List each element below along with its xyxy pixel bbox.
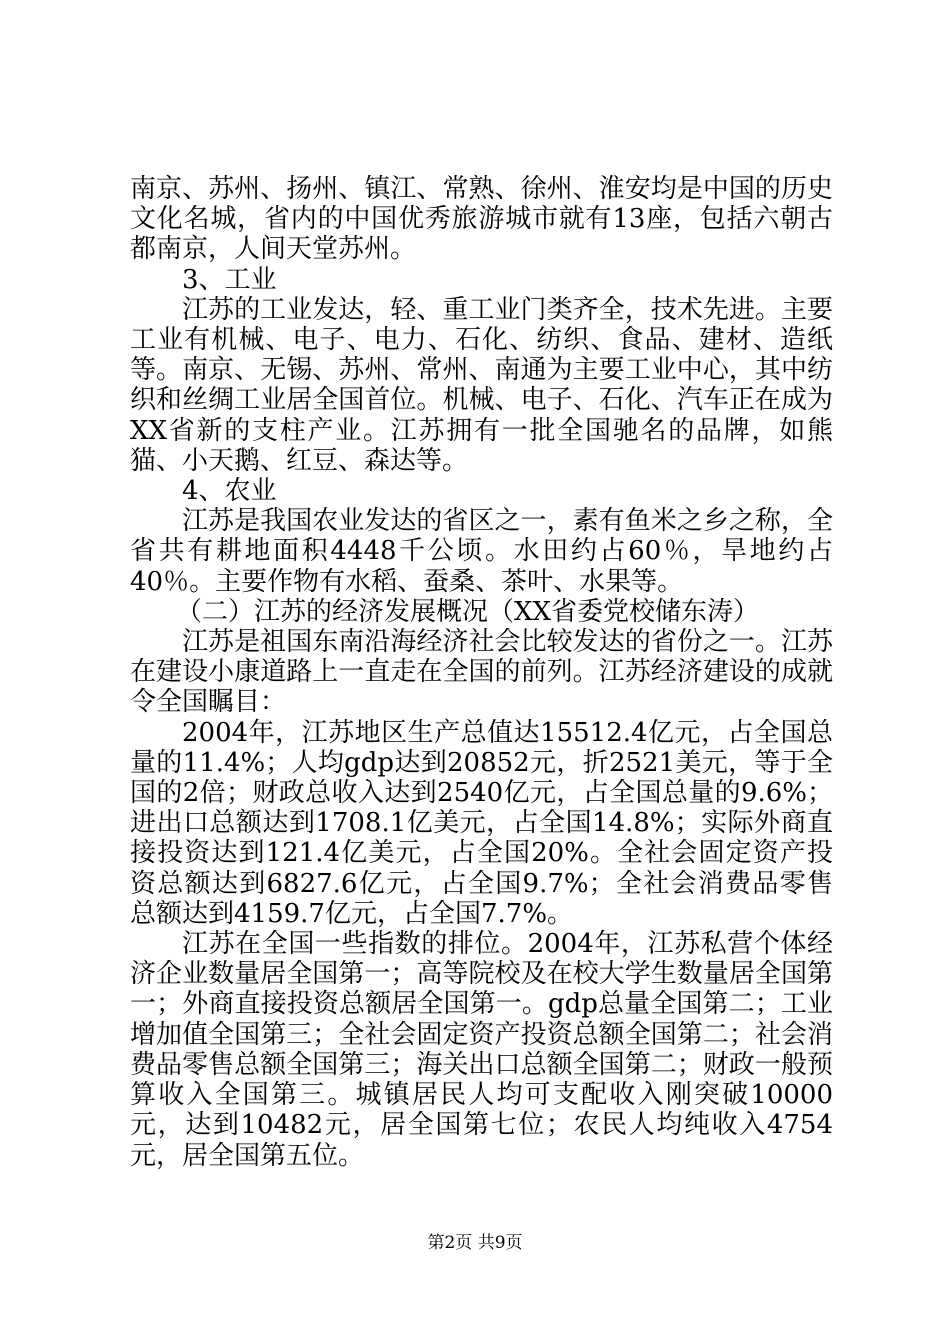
section-heading-agriculture: 4、农业 <box>182 476 277 507</box>
section-heading-economy: （二）江苏的经济发展概况（XX省委党校储东涛） <box>176 596 760 627</box>
paragraph-industry: 江苏的工业发达，轻、重工业门类齐全，技术先进。主要工业有机械、电子、电力、石化、纺织、食品、建材、造纸等。南京、无锡、苏州、常州、南通为主要工业中心，其中纺织和丝绸工业居全国首位。机械、电子、石化、汽车正在成为XX省新的支柱产业。江苏拥有一批全国驰名的品牌，如熊猫、小天鹅、红豆、森达等。 <box>130 294 833 476</box>
paragraph-economy-intro: 江苏是祖国东南沿海经济社会比较发达的省份之一。江苏在建设小康道路上一直走在全国的前列。江苏经济建设的成就令全国瞩目： <box>130 627 833 718</box>
paragraph-agriculture: 江苏是我国农业发达的省区之一，素有鱼米之乡之称，全省共有耕地面积4448千公顷。水田约占60％，旱地约占40％。主要作物有水稻、蚕桑、茶叶、水果等。 <box>130 506 833 597</box>
page-footer: 第2页 共9页 <box>427 1233 523 1253</box>
paragraph-economy-rankings: 江苏在全国一些指数的排位。2004年，江苏私营个体经济企业数量居全国第一；高等院校及在校大学生数量居全国第一；外商直接投资总额居全国第一。gdp总量全国第二；工业增加值全国第三；全社会固定资产投资总额全国第二；社会消费品零售总额全国第三；海关出口总额全国第二；财政一般预算收入全国第三。城镇居民人均可支配收入刚突破10000元，达到10482元，居全国第七位；农民人均纯收入4754元，居全国第五位。 <box>130 929 833 1171</box>
section-heading-industry: 3、工业 <box>182 264 277 295</box>
page-body <box>130 174 833 1171</box>
paragraph-1: 南京、苏州、扬州、镇江、常熟、徐州、淮安均是中国的历史文化名城，省内的中国优秀旅游城市就有13座，包括六朝古都南京，人间天堂苏州。 <box>130 174 833 265</box>
paragraph-economy-2004: 2004年，江苏地区生产总值达15512.4亿元，占全国总量的11.4%；人均gdp达到20852元，折2521美元，等于全国的2倍；财政总收入达到2540亿元，占全国总量的9.6%；进出口总额达到1708.1亿美元，占全国14.8%；实际外商直接投资达到121.4亿美元，占全国20%。全社会固定资产投资总额达到6827.6亿元，占全国9.7%；全社会消费品零售总额达到4159.7亿元，占全国7.7%。 <box>130 717 833 929</box>
